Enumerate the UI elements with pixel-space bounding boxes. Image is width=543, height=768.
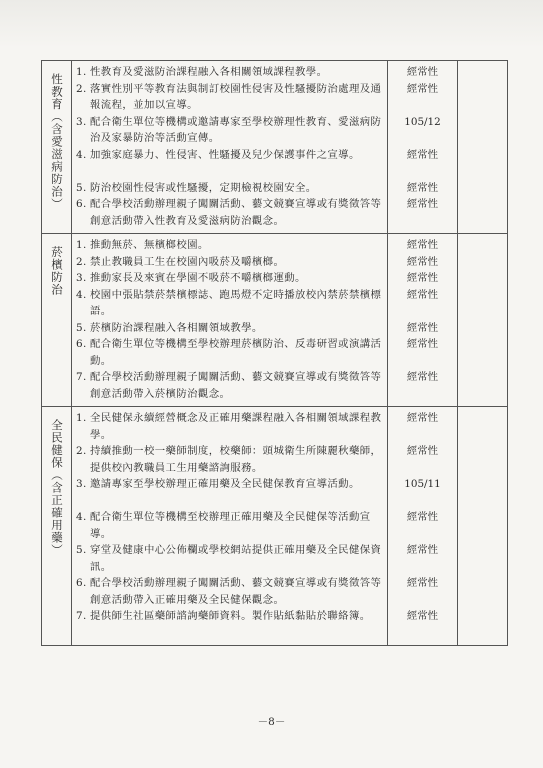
items-cell [72,234,388,407]
remark-cell [458,61,508,234]
list-item [76,64,383,81]
items-cell [72,61,388,234]
topic-cell [42,407,72,646]
page-number: －8－ [257,716,286,728]
section-row [42,61,508,234]
item-text: 持續推動一校一藥師制度，校藥師：頭城衛生所陳麗秋藥師，提供校內教職員工生用藥諮詢服務。 [90,445,382,474]
section-topic-title: 性教育 [50,73,64,111]
item-schedule: 經常性 [406,181,439,194]
item-number: 1. [76,66,87,78]
item-text: 落實性別平等教育法與制訂校園性侵害及性騷擾防治處理及通報流程，並加以宣導。 [90,82,382,111]
section-topic-title: 菸檳防治 [50,246,64,296]
item-number: 5. [76,544,87,556]
items-cell [72,407,388,646]
item-schedule: 經常性 [406,255,439,268]
section-row [42,407,508,646]
item-number: 2. [76,255,87,268]
item-schedule: 經常性 [406,198,439,210]
item-text: 邀請專家至學校辦理正確用藥及全民健保教育宣導活動。 [90,478,360,490]
list-item [76,237,383,254]
item-text: 禁止教職員工生在校園內吸菸及嚼檳榔。 [90,255,285,268]
item-schedule: 經常性 [406,82,439,95]
health-plan-table [41,60,508,646]
remark-cell [458,407,508,646]
item-number: 7. [76,371,87,383]
item-text: 配合衛生單位等機構或邀請專家至學校辦理性教育、愛滋病防治及家暴防治等活動宣傳。 [90,115,382,144]
item-number: 3. [76,115,87,128]
topic-cell [42,61,72,234]
list-item [76,509,383,542]
item-number: 4. [76,148,87,161]
item-schedule: 經常性 [406,412,439,424]
schedule-cell [388,407,458,646]
list-item [76,443,383,476]
item-number: 6. [76,198,87,210]
item-schedule: 經常性 [406,272,439,284]
section-topic [50,246,63,296]
item-text: 防治校園性侵害或性騷擾，定期檢視校園安全。 [90,181,317,194]
section-topic-subtitle: （含愛滋病防治） [50,110,64,211]
item-number: 1. [76,412,87,424]
item-number: 2. [76,82,87,95]
item-number: 2. [76,445,87,457]
item-schedule: 經常性 [406,445,439,457]
item-text: 配合衛生單位等機構至校辦理正確用藥及全民健保等活動宣導。 [90,511,371,540]
item-text: 提供師生社區藥師諮詢藥師資料。製作貼紙黏貼於聯絡簿。 [90,610,371,622]
item-text: 加強家庭暴力、性侵害、性騷擾及兒少保護事件之宣導。 [90,148,360,161]
item-text: 配合衛生單位等機構至學校辦理菸檳防治、反毒研習或演講活動。 [90,338,382,367]
item-text: 校園中張貼禁菸禁檳標誌、跑馬燈不定時播放校內禁菸禁檳標語。 [90,288,382,317]
page-top-shading [0,0,543,48]
list-item [76,147,383,180]
item-text: 全民健保永續經營概念及正確用藥課程融入各相關領域課程教學。 [90,412,382,441]
item-text: 配合學校活動辦理親子闖關活動、藝文競賽宣導或有獎徵答等創意活動帶入性教育及愛滋病防治觀念。 [90,198,382,227]
item-number: 3. [76,272,87,284]
item-schedule: 105/11 [404,478,441,490]
list-item [76,542,383,575]
item-schedule: 經常性 [406,511,439,523]
list-item [76,476,383,509]
item-number: 6. [76,338,87,350]
section-row [42,234,508,407]
item-text: 配合學校活動辦理親子闖關活動、藝文競賽宣導或有獎徵答等創意活動帶入菸檳防治觀念。 [90,371,382,400]
item-text: 推動無菸、無檳榔校園。 [90,239,209,251]
item-number: 5. [76,321,87,334]
list-item [76,369,383,402]
item-schedule: 經常性 [406,610,439,622]
list-item [76,270,383,287]
list-item [76,196,383,229]
item-number: 7. [76,610,87,622]
item-schedule: 經常性 [406,544,439,556]
schedule-cell [388,234,458,407]
item-text: 穿堂及健康中心公佈欄或學校網站提供正確用藥及全民健保資訊。 [90,544,382,573]
item-schedule: 經常性 [406,66,439,78]
plan-table-body [42,61,508,646]
item-schedule: 經常性 [406,239,439,251]
item-text: 菸檳防治課程融入各相關領域教學。 [90,321,263,334]
list-item [76,180,383,197]
list-item [76,254,383,271]
item-text: 推動家長及來賓在學園不吸菸不嚼檳榔運動。 [90,272,306,284]
item-number: 1. [76,239,87,251]
list-item [76,608,383,641]
section-topic-subtitle: （含正確用藥） [50,469,64,557]
section-topic [50,419,63,557]
item-number: 6. [76,577,87,589]
item-text: 性教育及愛滋防治課程融入各相關領域課程教學。 [90,66,328,78]
list-item [76,81,383,114]
remark-cell [458,234,508,407]
item-number: 5. [76,181,87,194]
item-schedule: 經常性 [406,321,439,334]
list-item [76,287,383,320]
item-text: 配合學校活動辦理親子闖關活動、藝文競賽宣導或有獎徵答等創意活動帶入正確用藥及全民健保觀念。 [90,577,382,606]
item-schedule: 經常性 [406,577,439,589]
list-item [76,410,383,443]
item-schedule: 經常性 [406,371,439,383]
item-number: 4. [76,288,87,301]
item-schedule: 經常性 [406,338,439,350]
item-schedule: 經常性 [406,148,439,161]
list-item [76,114,383,147]
list-item [76,336,383,369]
topic-cell [42,234,72,407]
section-topic [50,73,63,211]
schedule-cell [388,61,458,234]
item-schedule: 經常性 [406,288,439,301]
section-topic-title: 全民健保 [50,419,64,469]
list-item [76,320,383,337]
list-item [76,575,383,608]
item-number: 3. [76,478,87,490]
item-schedule: 105/12 [404,115,441,128]
item-number: 4. [76,511,87,523]
